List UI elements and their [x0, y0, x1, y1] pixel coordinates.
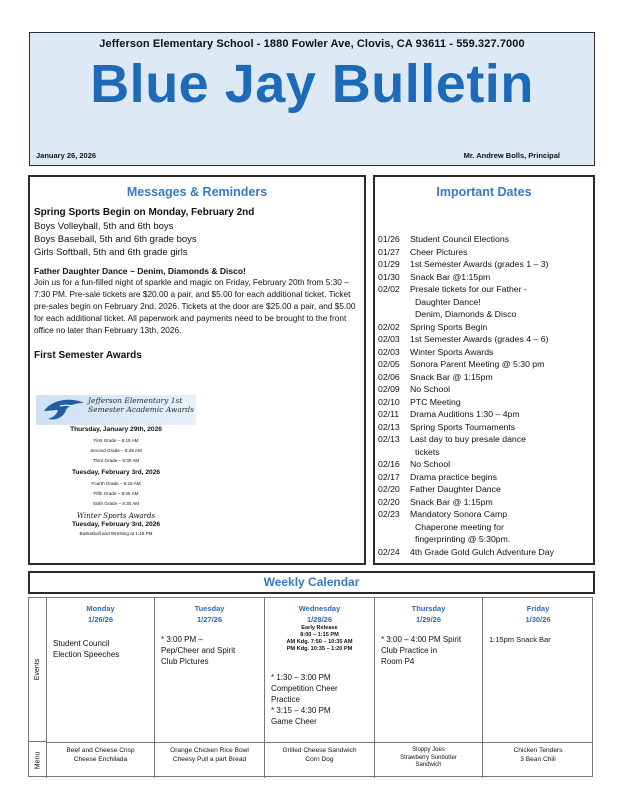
date-value: 02/13 — [378, 434, 400, 444]
date-value: 02/03 — [378, 346, 400, 357]
flyer-line: Basketball and Wresting at 1:45 PM — [79, 531, 153, 536]
day-date: 1/27/26 — [196, 615, 223, 624]
date-value: 02/09 — [378, 384, 400, 394]
date-row — [378, 433, 591, 446]
day-column-monday — [47, 598, 155, 778]
day-menu — [47, 742, 154, 778]
dance-text: Join us for a fun-filled night of sparkle and magic on Friday, February 20th from 5:30 – 7:30 PM. Pre-sale tickets are $20.00 a pair, and $5.00 for each additional ticket. Ticket pre-sales begin on February 2nd, 2026. Tickets at the door are $25.00 a pair, and $5.00 for each additional ticket. All paperwork and payments need to be brought to the front office no later than February 13th, 2026. — [34, 277, 356, 335]
day-name: Wednesday — [298, 604, 341, 613]
date-description: 1st Semester Awards (grades 1 – 3) — [410, 259, 549, 269]
date-value: 02/13 — [378, 421, 400, 432]
menu-row-label-text: Menu — [34, 751, 42, 769]
date-value: 02/23 — [378, 509, 400, 519]
event-line: * 3:00 PM – — [161, 635, 203, 644]
date-description: Snack Bar @ 1:15pm — [410, 496, 493, 507]
date-row — [378, 383, 591, 396]
event-line: * 1:30 – 3:00 PM — [271, 673, 331, 682]
menu-row-label — [29, 742, 47, 778]
school-address: Jefferson Elementary School - 1880 Fowler Ave, Clovis, CA 93611 - 559.327.7000 — [99, 38, 525, 50]
sports-line: Boys Volleyball, 5th and 6th boys — [34, 221, 174, 232]
flyer-event-date: Tuesday, February 3rd, 2026 — [71, 521, 161, 528]
newsletter-title: Blue Jay Bulletin — [90, 54, 534, 114]
note-line: PM Kdg. 10:35 – 1:20 PM — [286, 646, 353, 652]
date-row — [378, 371, 591, 384]
day-events — [381, 634, 478, 667]
date-value: 02/05 — [378, 359, 400, 369]
date-description: Father Daughter Dance — [410, 484, 501, 494]
date-description: Winter Sports Awards — [410, 346, 494, 357]
date-description: No School — [410, 384, 451, 394]
date-row — [378, 346, 591, 359]
menu-line: Strawberry Sunbutter — [400, 754, 457, 761]
awards-heading: First Semester Awards — [34, 350, 142, 361]
date-row — [378, 546, 591, 559]
menu-line: Corn Dog — [305, 755, 334, 763]
sports-line: Boys Baseball, 5th and 6th grade boys — [34, 234, 197, 245]
date-value: 01/26 — [378, 234, 400, 244]
date-value: 02/10 — [378, 396, 400, 407]
issue-date: January 26, 2026 — [36, 151, 97, 160]
date-value: 02/16 — [378, 459, 400, 469]
menu-line: Cheesy Pull a part Bread — [172, 755, 247, 763]
event-line: Election Speeches — [53, 650, 120, 659]
events-row-label-text: Events — [34, 658, 41, 681]
date-description: PTC Meeting — [410, 396, 461, 407]
day-menu — [375, 742, 482, 778]
date-value: 02/17 — [378, 471, 400, 482]
event-line: 1:15pm Snack Bar — [489, 635, 551, 644]
day-column-friday — [483, 598, 593, 778]
date-description: Last day to buy presale dance — [410, 434, 526, 444]
day-column-thursday — [375, 598, 483, 778]
date-row — [378, 258, 591, 271]
day-events — [489, 634, 589, 645]
event-line: Game Cheer — [271, 717, 317, 726]
dates-title: Important Dates — [436, 185, 532, 199]
day-name: Monday — [86, 604, 115, 613]
date-description: 4th Grade Gold Gulch Adventure Day — [410, 546, 554, 557]
date-description: Sonora Parent Meeting @ 5:30 pm — [410, 359, 545, 369]
note-line: Early Release — [301, 625, 338, 631]
date-row — [378, 246, 591, 259]
day-name: Thursday — [411, 604, 446, 613]
awards-flyer — [36, 395, 196, 561]
flyer-title: Jefferson Elementary 1st Semester Academic Awards — [88, 396, 195, 414]
flyer-line: Sixth Grade – 9:30 AM — [92, 501, 140, 506]
flyer-line: Fourth Grade – 8:15 AM — [91, 481, 141, 486]
day-date: 1/29/26 — [415, 615, 442, 624]
flyer-event-date: Tuesday, February 3rd, 2026 — [71, 469, 161, 476]
date-value: 02/24 — [378, 546, 400, 557]
date-row — [378, 333, 591, 346]
event-line: Student Council — [53, 639, 110, 648]
date-row — [378, 321, 591, 334]
date-row — [378, 271, 591, 284]
note-line: AM Kdg. 7:50 – 10:35 AM — [286, 639, 353, 645]
event-line: Pep/Cheer and Spirit — [161, 646, 236, 655]
date-row — [378, 358, 591, 371]
date-value: 02/20 — [378, 496, 400, 507]
day-name: Tuesday — [194, 604, 225, 613]
date-value: 02/02 — [378, 321, 400, 332]
sports-heading: Spring Sports Begin on Monday, February 2nd — [34, 207, 255, 218]
day-name: Friday — [526, 604, 550, 613]
menu-line: Cheese Enchilada — [73, 755, 128, 763]
date-description-continued: Chaperone meeting for — [415, 521, 504, 532]
flyer-script-title: Winter Sports Awards — [76, 512, 156, 520]
date-value: 01/27 — [378, 246, 400, 257]
event-line: Club Pictures — [161, 657, 209, 666]
date-row — [378, 421, 591, 434]
date-description: Drama practice begins — [410, 471, 497, 482]
date-row — [378, 458, 591, 471]
weekly-calendar-title: Weekly Calendar — [28, 571, 595, 594]
date-description-continued: Daughter Dance! — [415, 296, 481, 307]
flyer-banner — [36, 395, 196, 425]
flyer-line: Second Grade – 8:45 AM — [90, 448, 142, 453]
menu-line: Grilled Cheese Sandwich — [282, 747, 357, 754]
events-row-label — [29, 598, 47, 742]
date-value: 02/03 — [378, 334, 400, 344]
event-line: Club Practice in — [381, 646, 438, 655]
date-description: Snack Bar @1:15pm — [410, 271, 491, 282]
event-line: Practice — [271, 695, 300, 704]
dates-list — [378, 233, 591, 558]
early-release-note — [265, 625, 374, 653]
day-events — [271, 672, 370, 727]
date-description: Presale tickets for our Father - — [410, 284, 527, 294]
date-row — [378, 233, 591, 246]
day-date: 1/26/26 — [87, 615, 114, 624]
menu-line: Beef and Cheese Crisp — [66, 747, 135, 754]
menu-line: Sandwich — [415, 762, 442, 768]
date-row — [378, 483, 591, 496]
event-line: Room P4 — [381, 657, 415, 666]
dance-heading: Father Daughter Dance ~ Denim, Diamonds & Disco! — [34, 266, 246, 276]
important-dates-panel — [373, 175, 595, 565]
flyer-line: First Grade – 8:15 AM — [93, 438, 139, 443]
menu-line: Orange Chicken Rice Bowl — [170, 747, 249, 754]
event-line: * 3:00 – 4:00 PM Spirit — [381, 635, 462, 644]
day-column-tuesday — [155, 598, 265, 778]
date-row — [378, 396, 591, 409]
date-description-continued: tickets — [415, 446, 440, 457]
masthead — [29, 32, 595, 166]
messages-title: Messages & Reminders — [126, 185, 268, 199]
day-events — [161, 634, 260, 667]
date-value: 01/29 — [378, 259, 400, 269]
date-description: No School — [410, 459, 451, 469]
date-description: Mandatory Sonora Camp — [410, 509, 508, 519]
date-row — [378, 508, 591, 521]
date-row — [378, 496, 591, 509]
day-menu — [265, 742, 374, 778]
date-description: Spring Sports Tournaments — [410, 421, 516, 432]
blue-jay-logo-icon — [42, 397, 86, 423]
date-row — [378, 408, 591, 421]
menu-line: 3 Bean Chili — [520, 755, 556, 763]
date-description: Snack Bar @ 1:15pm — [410, 371, 493, 382]
date-value: 02/20 — [378, 484, 400, 494]
date-value: 01/30 — [378, 271, 400, 282]
date-row — [378, 283, 591, 296]
menu-line: Sloppy Joes — [412, 747, 445, 753]
date-value: 02/06 — [378, 371, 400, 382]
date-description-continued: Denim, Diamonds & Disco — [415, 309, 517, 319]
date-description: Spring Sports Begin — [410, 321, 488, 332]
day-date: 1/28/26 — [306, 615, 333, 624]
date-row — [378, 471, 591, 484]
menu-line: Chicken Tenders — [513, 747, 563, 754]
flyer-event-date: Thursday, January 29th, 2026 — [70, 426, 162, 433]
day-menu — [155, 742, 264, 778]
date-description: Drama Auditions 1:30 – 4pm — [410, 409, 520, 419]
date-value: 02/11 — [378, 409, 400, 419]
day-column-wednesday — [265, 598, 375, 778]
date-description: Student Council Elections — [410, 234, 509, 244]
weekly-calendar — [28, 597, 593, 777]
event-line: Competition Cheer — [271, 684, 338, 693]
day-date: 1/30/26 — [525, 615, 551, 624]
flyer-line: Third Grade – 9:30 AM — [92, 458, 140, 463]
event-line: * 3:15 – 4:30 PM — [271, 706, 331, 715]
sports-line: Girls Softball, 5th and 6th grade girls — [34, 247, 188, 258]
date-description: Cheer Pictures — [410, 246, 468, 257]
day-menu — [483, 742, 593, 778]
principal-name: Mr. Andrew Bolls, Principal — [463, 151, 560, 160]
date-description: 1st Semester Awards (grades 4 – 6) — [410, 334, 549, 344]
date-value: 02/02 — [378, 284, 400, 294]
note-line: 8:00 – 1:15 PM — [300, 632, 339, 638]
date-description-continued: fingerprinting @ 5:30pm. — [415, 534, 511, 544]
day-events — [53, 638, 150, 660]
flyer-line: Fifth Grade – 8:45 AM — [93, 491, 139, 496]
